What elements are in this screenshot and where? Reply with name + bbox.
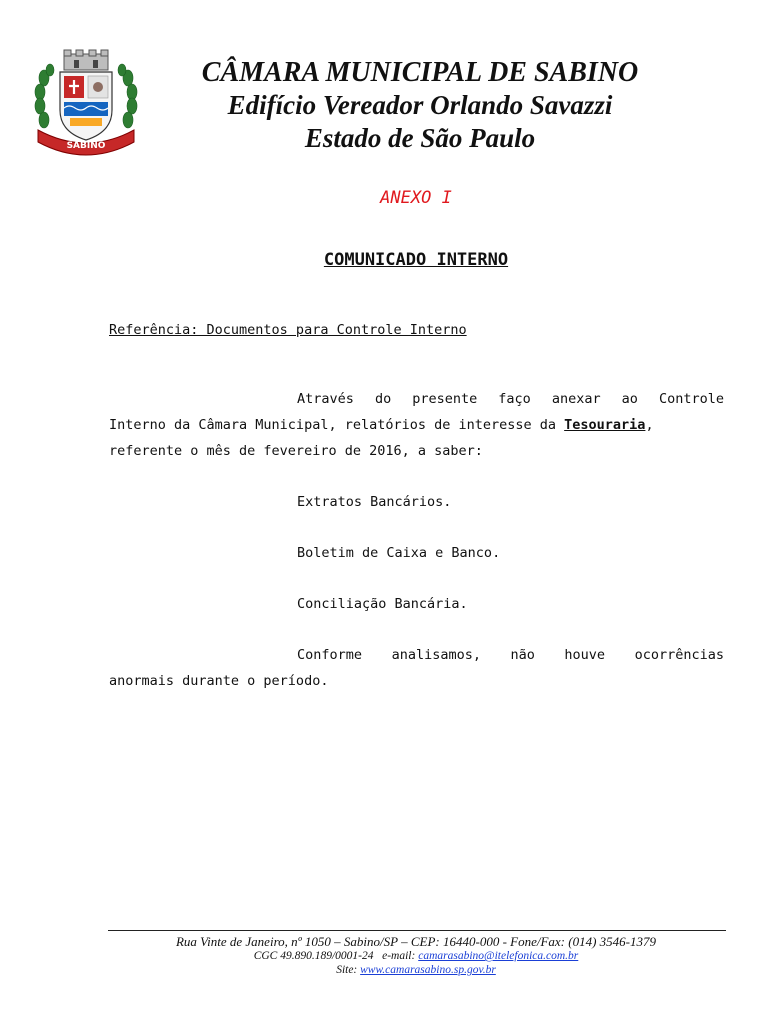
email-link[interactable]: camarasabino@itelefonica.com.br [418, 950, 579, 962]
word: do [374, 391, 392, 407]
footer-contact [0, 950, 770, 962]
document-title: COMUNICADO INTERNO [323, 250, 509, 270]
word: ocorrências [634, 647, 724, 663]
paragraph-line-2 [109, 412, 724, 438]
word: Controle [658, 391, 724, 407]
word: houve [564, 647, 606, 663]
word: Através [297, 391, 354, 407]
paragraph-line-2: anormais durante o período. [109, 673, 329, 689]
site-link[interactable]: www.camarasabino.sp.gov.br [360, 964, 496, 976]
word: não [510, 647, 535, 663]
footer-email-label: e-mail: [382, 950, 419, 962]
footer-site [0, 964, 770, 976]
paragraph-line-1 [109, 386, 724, 412]
word: analisamos, [391, 647, 481, 663]
footer-address: Rua Vinte de Janeiro, nº 1050 – Sabino/SP – CEP: 16440-000 - Fone/Fax: (014) 3546-1379 [175, 934, 656, 949]
header-institution-name: CÂMARA MUNICIPAL DE SABINO [201, 57, 639, 88]
list-item: Boletim de Caixa e Banco. [297, 545, 501, 561]
footer-site-label: Site: [336, 964, 361, 976]
footer-cgc: CGC 49.890.189/0001-24 [253, 950, 374, 962]
paragraph-attachment [109, 386, 724, 464]
word: Conforme [297, 647, 363, 663]
footer-divider [108, 930, 726, 931]
paragraph-line-3: referente o mês de fevereiro de 2016, a saber: [109, 443, 483, 459]
paragraph-line-1 [109, 642, 724, 668]
list-item: Conciliação Bancária. [297, 596, 468, 612]
word: anexar [551, 391, 601, 407]
header-building-name: Edifício Vereador Orlando Savazzi [227, 90, 613, 120]
municipal-coat-of-arms-icon [34, 48, 138, 156]
reference-line: Referência: Documentos para Controle Interno [109, 322, 467, 338]
word: presente [412, 391, 478, 407]
list-item: Extratos Bancários. [297, 494, 452, 510]
text: Interno da Câmara Municipal, relatórios de interesse da [109, 417, 565, 433]
header-state-name: Estado de São Paulo [304, 123, 536, 153]
text: , [645, 417, 654, 433]
crest-banner-text: SABINO [66, 141, 106, 151]
tesouraria-highlight: Tesouraria [564, 417, 646, 433]
paragraph-conclusion [109, 642, 724, 694]
word: faço [498, 391, 531, 407]
word: ao [621, 391, 638, 407]
annex-label: ANEXO I [380, 188, 452, 208]
